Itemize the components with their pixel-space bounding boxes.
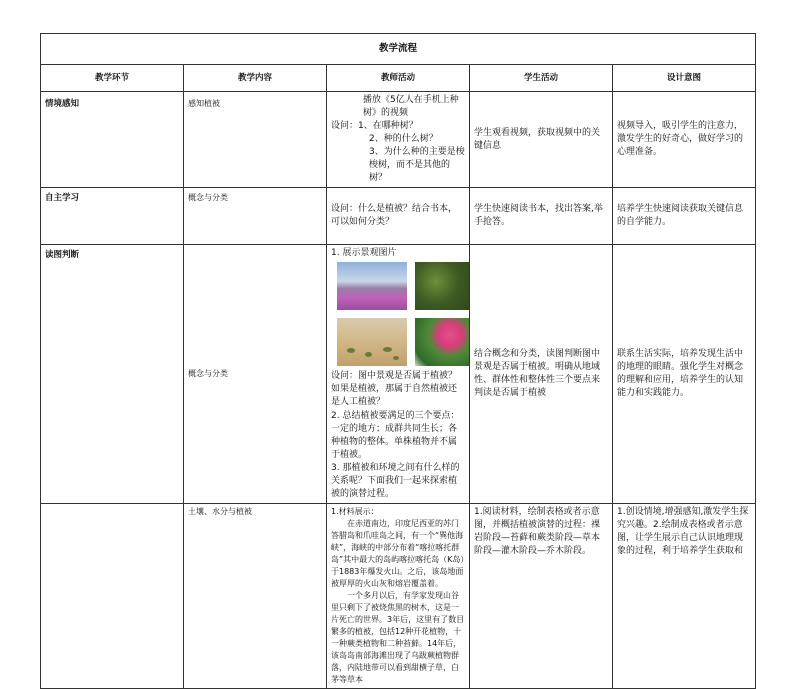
teacher-text: 一个多月以后，有学家发现山谷里只剩下了被烧焦黑的树木，这是一片死亡的世界。3年后，这里有了数目繁多的植被，包括12种开花植物，十一种蕨类植物和二种苔藓。14年后，该岛岛南部海滩出现了乌跋蕨植物群落，内陆地带可以看到甜横子草，白茅等草本	[331, 590, 465, 684]
teacher-text: 设问：1、在哪种树？	[331, 121, 418, 132]
content-cell: 概念与分类	[184, 245, 327, 504]
student-cell: 结合概念和分类，读图判断图中景观是否属于植被。明确从地域性、群体性和整体性三个要点来判读是否属于植被	[470, 245, 613, 504]
teacher-text: 2、种的什么树？	[369, 134, 438, 145]
teacher-text: 在赤道南边，印度尼西亚的苏门答腊岛和爪哇岛之间，有一个“巽他海峡”，海峡的中部分布着“喀拉喀托群岛”其中最大的岛屿喀拉喀托岛（K岛）于1883年爆发火山。之后，该岛地面被厚厚的火山灰和熔岩覆盖着。	[331, 518, 465, 588]
student-cell: 学生观看视频，获取视频中的关键信息	[470, 92, 613, 188]
teacher-text: 设问：图中景观是否属于植被？如果是植被，那属于自然植被还是人工植被？	[331, 371, 458, 408]
header-student: 学生活动	[470, 65, 613, 92]
header-teacher: 教师活动	[327, 65, 470, 92]
stage-cell: 自主学习	[41, 188, 184, 245]
teacher-cell	[327, 92, 470, 188]
header-content: 教学内容	[184, 65, 327, 92]
teacher-cell: 设问：什么是植被？结合书本，可以如何分类？	[327, 188, 470, 245]
teacher-text: 1.材料展示：	[331, 506, 379, 516]
table-title: 教学流程	[41, 34, 756, 65]
photo-potted-flower	[415, 318, 470, 366]
intent-cell: 视频导入，吸引学生的注意力，激发学生的好奇心，做好学习的心理准备。	[613, 92, 756, 188]
intent-cell: 培养学生快速阅读获取关键信息的自学能力。	[613, 188, 756, 245]
student-cell: 学生快速阅读书本，找出答案,举手抢答。	[470, 188, 613, 245]
table-row	[41, 245, 756, 504]
teacher-text: 3. 那植被和环境之间有什么样的关系呢？下面我们一起来探索植被的演替过程。	[331, 462, 460, 499]
stage-cell	[41, 503, 184, 688]
teaching-flow-table	[40, 33, 756, 689]
teacher-text: 2. 总结植被要满足的三个要点：一定的地方；成群共同生长；各种植物的整体。单株植物并不属于植被。	[331, 410, 460, 460]
header-intent: 设计意图	[613, 65, 756, 92]
teacher-text: 播放《5亿人在手机上种树》的视频	[363, 95, 459, 119]
table-row	[41, 188, 756, 245]
teacher-text: 3、为什么种的主要是梭梭树，而不是其他的树？	[369, 147, 465, 184]
stage-cell: 读图判断	[41, 245, 184, 504]
photo-flower-field	[337, 262, 407, 310]
photo-desert-shrubs	[337, 318, 407, 366]
content-cell: 土壤、水分与植被	[184, 503, 327, 688]
teacher-cell	[327, 503, 470, 688]
teacher-text: 1. 展示景观图片	[331, 248, 397, 259]
landscape-photos	[337, 262, 465, 366]
photo-forest	[415, 262, 470, 310]
content-cell: 概念与分类	[184, 188, 327, 245]
teacher-cell	[327, 245, 470, 504]
content-cell: 感知植被	[184, 92, 327, 188]
student-cell: 1.阅读材料，绘制表格或者示意图，并概括植被演替的过程：裸岩阶段—苔藓和蕨类阶段—草本阶段—灌木阶段—乔木阶段。	[470, 503, 613, 688]
stage-cell: 情境感知	[41, 92, 184, 188]
intent-cell: 联系生活实际，培养发现生活中的地理的眼睛。强化学生对概念的理解和应用，培养学生的认知能力和实践能力。	[613, 245, 756, 504]
header-stage: 教学环节	[41, 65, 184, 92]
table-row	[41, 92, 756, 188]
intent-cell: 1.创设情境,增强感知,激发学生探究兴趣。2.绘制成表格或者示意图，让学生展示自己认识地理现象的过程，利于培养学生获取和	[613, 503, 756, 688]
table-row	[41, 503, 756, 688]
